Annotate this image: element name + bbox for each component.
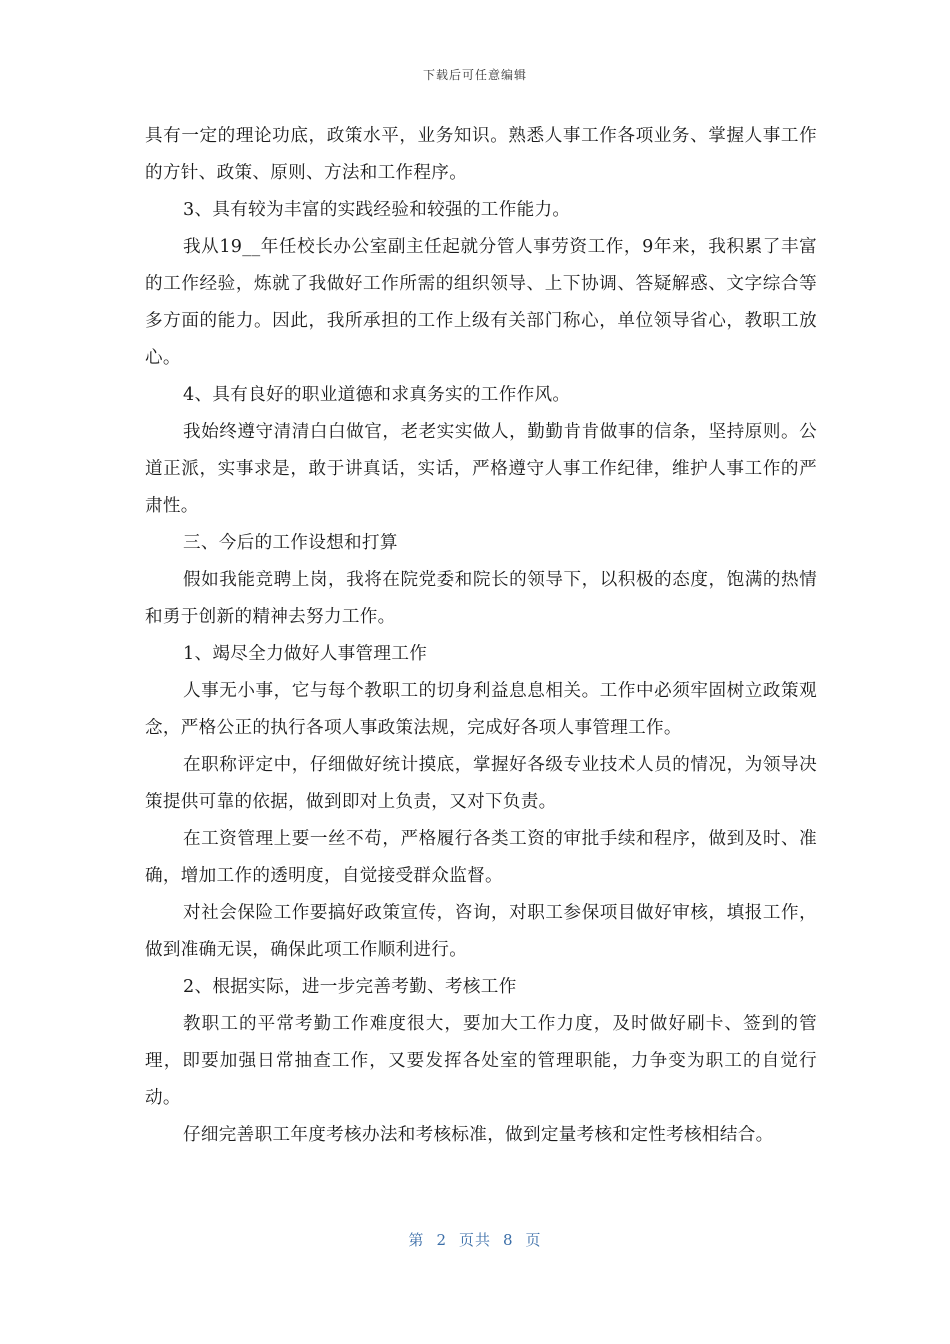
subsection-heading: 1、竭尽全力做好人事管理工作 bbox=[183, 644, 428, 664]
paragraph: 3、具有较为丰富的实践经验和较强的工作能力。 bbox=[183, 200, 571, 220]
paragraph: 人事无小事，它与每个教职工的切身利益息息相关。工作中必须牢固树立政策观念，严格公正的执行各项人事政策法规，完成好各项人事管理工作。 bbox=[145, 681, 817, 738]
paragraph: 在职称评定中，仔细做好统计摸底，掌握好各级专业技术人员的情况，为领导决策提供可靠的依据，做到即对上负责，又对下负责。 bbox=[145, 755, 817, 812]
paragraph: 4、具有良好的职业道德和求真务实的工作作风。 bbox=[183, 385, 571, 405]
paragraph: 我始终遵守清清白白做官，老老实实做人，勤勤肯肯做事的信条，坚持原则。公道正派，实事求是，敢于讲真话，实话，严格遵守人事工作纪律，维护人事工作的严肃性。 bbox=[145, 422, 817, 516]
page-number-footer bbox=[0, 1229, 950, 1250]
paragraph: 仔细完善职工年度考核办法和考核标准，做到定量考核和定性考核相结合。 bbox=[183, 1125, 774, 1145]
section-heading: 三、今后的工作设想和打算 bbox=[183, 533, 398, 553]
paragraph: 我从19__年任校长办公室副主任起就分管人事劳资工作，9年来，我积累了丰富的工作经验，炼就了我做好工作所需的组织领导、上下协调、答疑解惑、文字综合等多方面的能力。因此，我所承担的工作上级有关部门称心，单位领导省心，教职工放心。 bbox=[145, 237, 817, 368]
current-page-number: 2 bbox=[436, 1231, 447, 1249]
page-header: 下载后可任意编辑 bbox=[422, 68, 527, 82]
page-prefix: 第 bbox=[408, 1231, 425, 1249]
paragraph: 假如我能竞聘上岗，我将在院党委和院长的领导下，以积极的态度，饱满的热情和勇于创新的精神去努力工作。 bbox=[145, 570, 817, 627]
page-suffix: 页 bbox=[525, 1231, 542, 1249]
paragraph: 教职工的平常考勤工作难度很大，要加大工作力度，及时做好刷卡、签到的管理，即要加强日常抽查工作，又要发挥各处室的管理职能，力争变为职工的自觉行动。 bbox=[145, 1014, 817, 1108]
paragraph: 具有一定的理论功底，政策水平，业务知识。熟悉人事工作各项业务、掌握人事工作的方针、政策、原则、方法和工作程序。 bbox=[145, 126, 817, 183]
subsection-heading: 2、根据实际，进一步完善考勤、考核工作 bbox=[183, 977, 517, 997]
page-middle: 页共 bbox=[458, 1231, 491, 1249]
paragraph: 对社会保险工作要搞好政策宣传，咨询，对职工参保项目做好审核，填报工作，做到准确无误，确保此项工作顺利进行。 bbox=[145, 903, 817, 960]
paragraph: 在工资管理上要一丝不苟，严格履行各类工资的审批手续和程序，做到及时、准确，增加工作的透明度，自觉接受群众监督。 bbox=[145, 829, 817, 886]
document-body bbox=[145, 118, 817, 1154]
total-pages-number: 8 bbox=[503, 1231, 514, 1249]
